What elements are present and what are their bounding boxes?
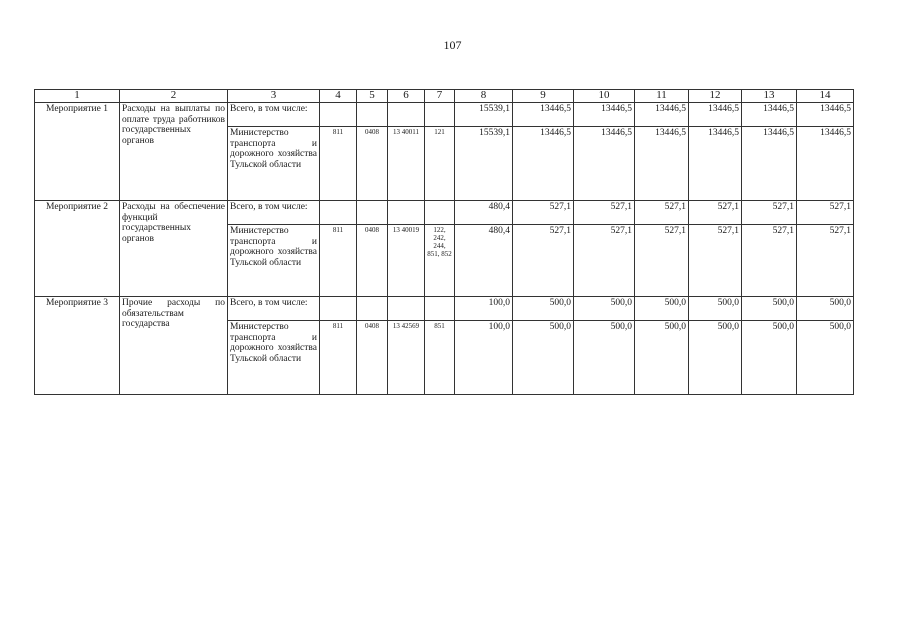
- code-cell: 121: [425, 127, 455, 201]
- value-cell: 13446,5: [574, 103, 635, 127]
- code-cell: 0408: [357, 225, 388, 297]
- code-cell: [320, 103, 357, 127]
- page-number: 107: [443, 38, 462, 52]
- value-cell: 500,0: [689, 321, 742, 395]
- value-cell: 527,1: [797, 201, 854, 225]
- code-cell: [357, 297, 388, 321]
- code-cell: 811: [320, 127, 357, 201]
- value-cell: 500,0: [635, 297, 689, 321]
- ministry-label: Министерство транспорта и дорожного хозяйства Тульской области: [228, 127, 320, 201]
- value-cell: 15539,1: [455, 127, 513, 201]
- value-cell: 13446,5: [742, 103, 797, 127]
- code-cell: [320, 297, 357, 321]
- value-cell: 527,1: [574, 201, 635, 225]
- code-cell: 13 40019: [388, 225, 425, 297]
- value-cell: 13446,5: [689, 103, 742, 127]
- column-header: 3: [228, 90, 320, 103]
- value-cell: 527,1: [742, 225, 797, 297]
- column-header: 8: [455, 90, 513, 103]
- value-cell: 13446,5: [689, 127, 742, 201]
- value-cell: 527,1: [689, 225, 742, 297]
- value-cell: 13446,5: [513, 127, 574, 201]
- code-cell: [425, 297, 455, 321]
- event-description: Расходы на выплаты по оплате труда работников государственных органов: [120, 103, 228, 201]
- code-cell: 0408: [357, 127, 388, 201]
- value-cell: 13446,5: [797, 127, 854, 201]
- value-cell: 527,1: [635, 201, 689, 225]
- code-cell: 811: [320, 321, 357, 395]
- value-cell: 500,0: [635, 321, 689, 395]
- column-header: 13: [742, 90, 797, 103]
- value-cell: 500,0: [797, 321, 854, 395]
- ministry-label: Министерство транспорта и дорожного хозяйства Тульской области: [228, 225, 320, 297]
- total-label: Всего, в том числе:: [228, 103, 320, 127]
- column-header: 1: [35, 90, 120, 103]
- code-cell: [388, 103, 425, 127]
- code-cell: 122, 242, 244, 851, 852: [425, 225, 455, 297]
- code-cell: 13 40011: [388, 127, 425, 201]
- event-description: Расходы на обеспечение функций государственных органов: [120, 201, 228, 297]
- value-cell: 13446,5: [635, 127, 689, 201]
- column-header: 10: [574, 90, 635, 103]
- value-cell: 480,4: [455, 201, 513, 225]
- value-cell: 500,0: [574, 297, 635, 321]
- ministry-label: Министерство транспорта и дорожного хозяйства Тульской области: [228, 321, 320, 395]
- value-cell: 527,1: [797, 225, 854, 297]
- column-header: 12: [689, 90, 742, 103]
- header-row: [35, 90, 854, 103]
- value-cell: 100,0: [455, 321, 513, 395]
- column-header: 2: [120, 90, 228, 103]
- value-cell: 527,1: [513, 201, 574, 225]
- code-cell: 811: [320, 225, 357, 297]
- value-cell: 500,0: [797, 297, 854, 321]
- code-cell: [425, 103, 455, 127]
- column-header: 11: [635, 90, 689, 103]
- event-name: Мероприятие 2: [35, 201, 120, 297]
- value-cell: 500,0: [513, 321, 574, 395]
- code-cell: 0408: [357, 321, 388, 395]
- value-cell: 13446,5: [635, 103, 689, 127]
- event-name: Мероприятие 3: [35, 297, 120, 395]
- column-header: 5: [357, 90, 388, 103]
- code-cell: [425, 201, 455, 225]
- column-header: 9: [513, 90, 574, 103]
- value-cell: 527,1: [689, 201, 742, 225]
- value-cell: 480,4: [455, 225, 513, 297]
- value-cell: 527,1: [635, 225, 689, 297]
- value-cell: 13446,5: [513, 103, 574, 127]
- code-cell: [357, 201, 388, 225]
- value-cell: 15539,1: [455, 103, 513, 127]
- event-name: Мероприятие 1: [35, 103, 120, 201]
- total-label: Всего, в том числе:: [228, 201, 320, 225]
- value-cell: 100,0: [455, 297, 513, 321]
- value-cell: 13446,5: [797, 103, 854, 127]
- value-cell: 13446,5: [742, 127, 797, 201]
- table-row: [35, 201, 854, 225]
- value-cell: 527,1: [742, 201, 797, 225]
- value-cell: 500,0: [742, 321, 797, 395]
- code-cell: [388, 201, 425, 225]
- column-header: 4: [320, 90, 357, 103]
- total-label: Всего, в том числе:: [228, 297, 320, 321]
- value-cell: 500,0: [574, 321, 635, 395]
- table-row: [35, 297, 854, 321]
- code-cell: 13 42569: [388, 321, 425, 395]
- column-header: 7: [425, 90, 455, 103]
- value-cell: 13446,5: [574, 127, 635, 201]
- value-cell: 500,0: [742, 297, 797, 321]
- budget-table: [34, 89, 854, 395]
- column-header: 6: [388, 90, 425, 103]
- code-cell: [388, 297, 425, 321]
- value-cell: 500,0: [689, 297, 742, 321]
- code-cell: [357, 103, 388, 127]
- value-cell: 527,1: [574, 225, 635, 297]
- column-header: 14: [797, 90, 854, 103]
- value-cell: 527,1: [513, 225, 574, 297]
- code-cell: [320, 201, 357, 225]
- code-cell: 851: [425, 321, 455, 395]
- table-row: [35, 103, 854, 127]
- value-cell: 500,0: [513, 297, 574, 321]
- event-description: Прочие расходы по обязательствам государства: [120, 297, 228, 395]
